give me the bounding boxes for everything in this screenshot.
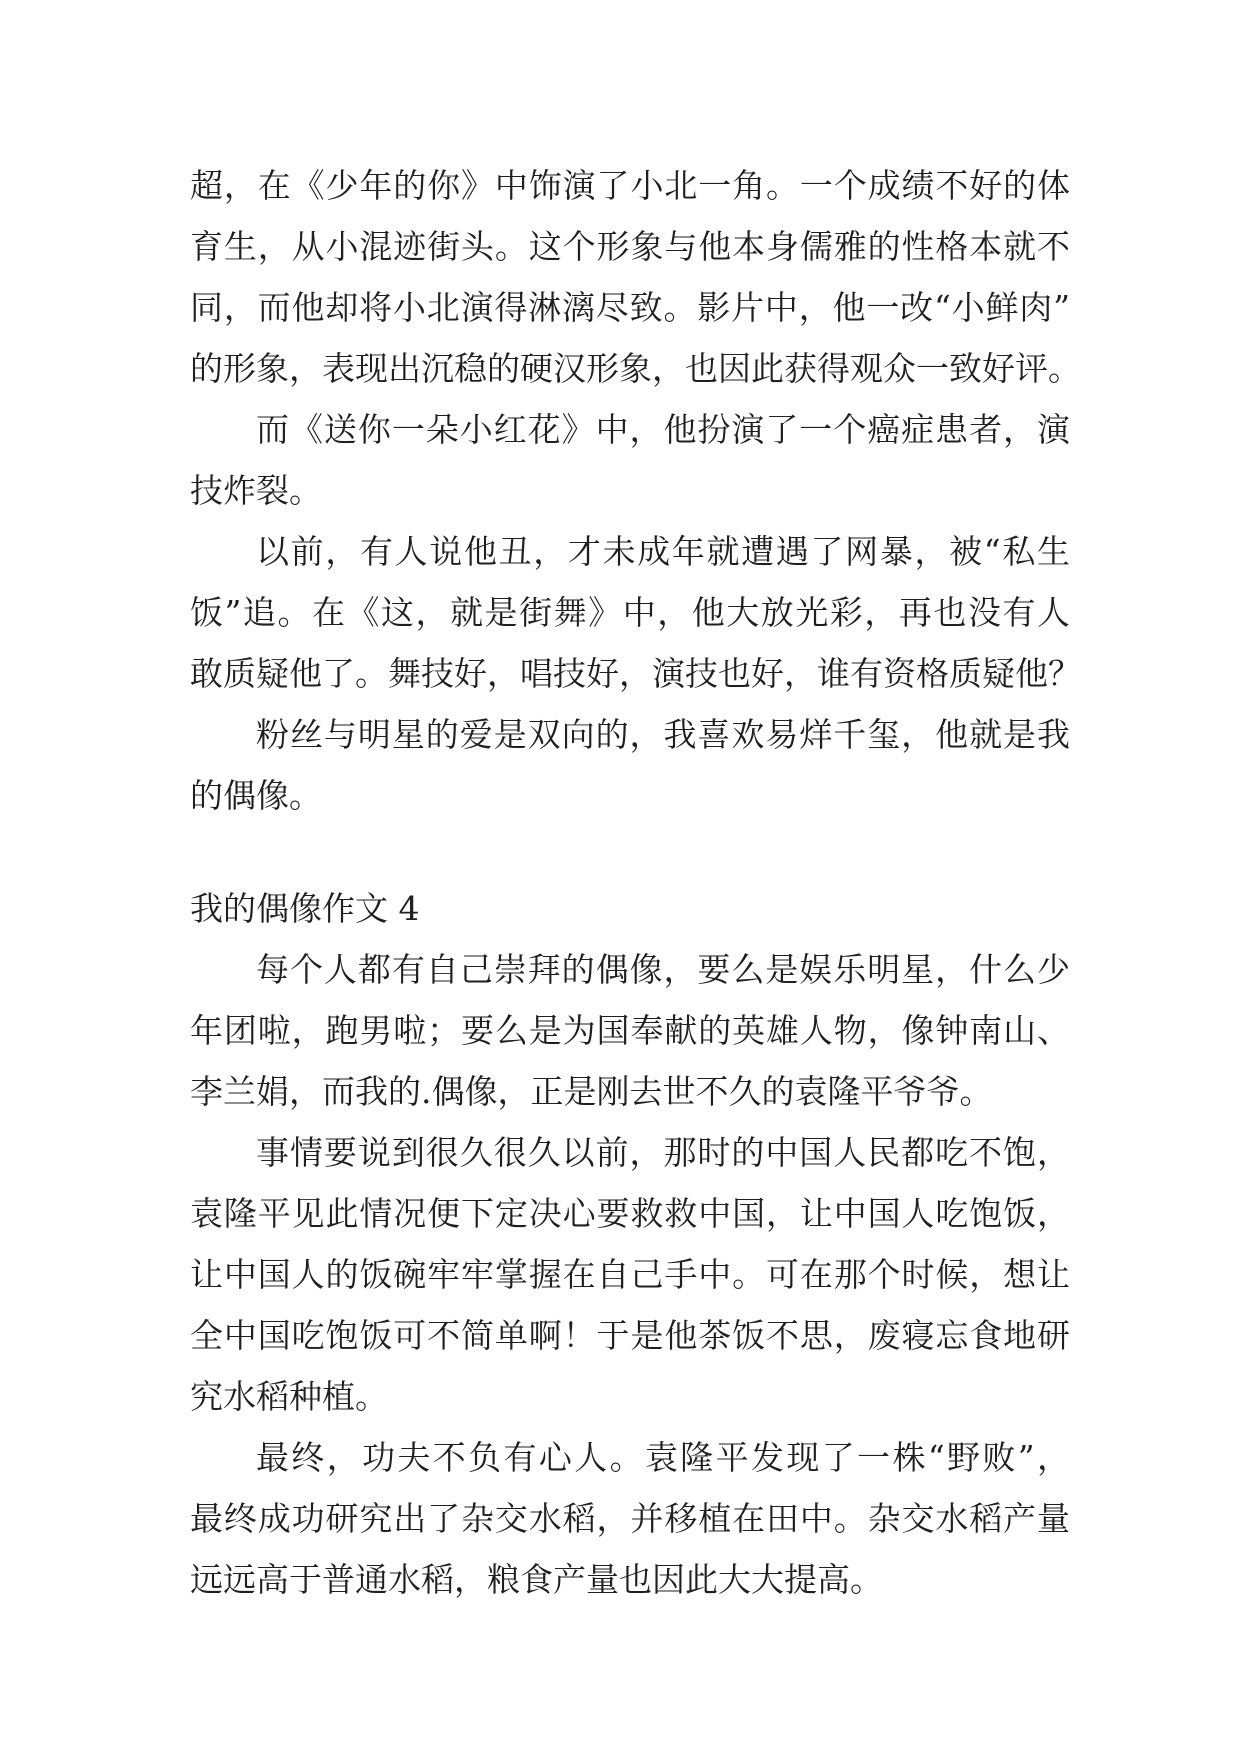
- paragraph-line: 的形象，表现出沉稳的硬汉形象，也因此获得观众一致好评。: [190, 349, 1081, 388]
- paragraph-line: 同，而他却将小北演得淋漓尽致。影片中，他一改“小鲜肉”: [190, 288, 1070, 327]
- paragraph-line: 的偶像。: [190, 776, 322, 815]
- paragraph-line: 年团啦，跑男啦；要么是为国奉献的英雄人物，像钟南山、: [190, 1011, 1070, 1050]
- section-heading: 我的偶像作文 4: [190, 889, 420, 928]
- paragraph-line: 究水稻种植。: [190, 1377, 388, 1416]
- paragraph-line: 袁隆平见此情况便下定决心要救救中国，让中国人吃饱饭，: [190, 1194, 1070, 1233]
- paragraph-line: 远远高于普通水稻，粮食产量也因此大大提高。: [190, 1560, 883, 1599]
- paragraph-line: 最终，功夫不负有心人。袁隆平发现了一株“野败”，: [256, 1438, 1070, 1477]
- paragraph-line: 最终成功研究出了杂交水稻，并移植在田中。杂交水稻产量: [190, 1499, 1070, 1538]
- paragraph-line: 李兰娟，而我的.偶像，正是刚去世不久的袁隆平爷爷。: [190, 1072, 993, 1111]
- paragraph-line: 粉丝与明星的爱是双向的，我喜欢易烊千玺，他就是我: [256, 715, 1070, 754]
- paragraph-line: 全中国吃饱饭可不简单啊！于是他茶饭不思，废寝忘食地研: [190, 1316, 1070, 1355]
- paragraph-line: 技炸裂。: [190, 471, 322, 510]
- paragraph-line: 敢质疑他了。舞技好，唱技好，演技也好，谁有资格质疑他？: [190, 654, 1081, 693]
- paragraph-line: 以前，有人说他丑，才未成年就遭遇了网暴，被“私生: [256, 532, 1070, 571]
- paragraph-line: 每个人都有自己崇拜的偶像，要么是娱乐明星，什么少: [256, 950, 1070, 989]
- paragraph-line: 育生，从小混迹街头。这个形象与他本身儒雅的性格本就不: [190, 227, 1070, 266]
- paragraph-line: 而《送你一朵小红花》中，他扮演了一个癌症患者，演: [256, 410, 1070, 449]
- paragraph-line: 超，在《少年的你》中饰演了小北一角。一个成绩不好的体: [190, 166, 1070, 205]
- paragraph-line: 事情要说到很久很久以前，那时的中国人民都吃不饱，: [256, 1133, 1070, 1172]
- paragraph-line: 饭”追。在《这，就是街舞》中，他大放光彩，再也没有人: [190, 593, 1070, 632]
- paragraph-line: 让中国人的饭碗牢牢掌握在自己手中。可在那个时候，想让: [190, 1255, 1070, 1294]
